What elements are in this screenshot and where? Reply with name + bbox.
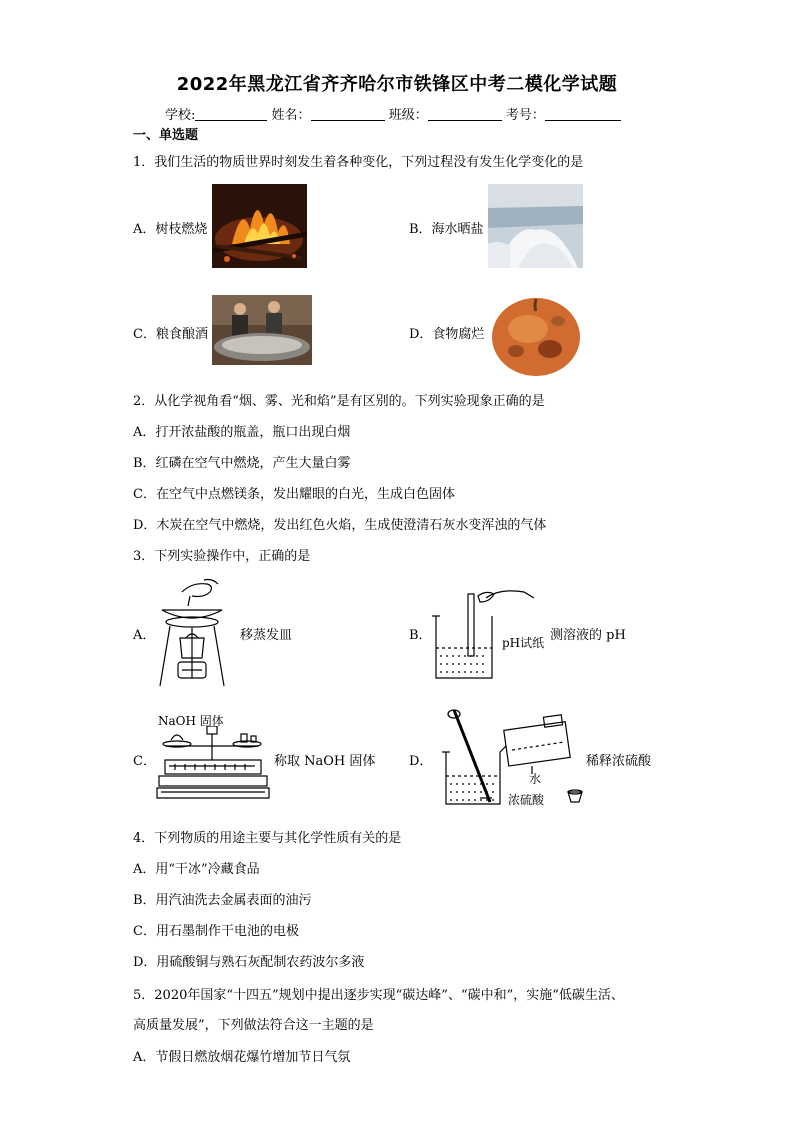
balance-scale-apparatus	[155, 726, 270, 804]
q1-option-b[interactable]: B．海水晒盐	[409, 222, 484, 237]
grain-brewing-photo	[212, 295, 312, 365]
rotten-food-photo	[488, 293, 583, 377]
class-label: 班级：	[388, 108, 428, 123]
q3-option-d-caption: 稀释浓硫酸	[586, 754, 652, 769]
q3-option-b-caption: 测溶液的 pH	[550, 628, 626, 643]
class-blank[interactable]	[428, 107, 502, 121]
name-label: 姓名：	[271, 108, 311, 123]
q3-option-d-letter[interactable]: D．	[409, 754, 433, 769]
naoh-solid-label: NaOH 固体	[158, 714, 224, 728]
page-title: 2022年黑龙江省齐齐哈尔市铁锋区中考二模化学试题	[176, 74, 618, 95]
q4-stem: 4．下列物质的用途主要与其化学性质有关的是	[133, 831, 402, 846]
q2-option-d[interactable]: D．木炭在空气中燃烧，发出红色火焰，生成使澄清石灰水变浑浊的气体	[133, 518, 547, 533]
q3-option-a-letter[interactable]: A．	[133, 628, 156, 643]
concentrated-acid-label: 浓硫酸	[508, 793, 545, 807]
sea-salt-drying-photo	[488, 184, 583, 268]
q1-option-d[interactable]: D．食物腐烂	[409, 327, 485, 342]
q2-option-b[interactable]: B．红磷在空气中燃烧，产生大量白雾	[133, 456, 351, 471]
student-info-row	[165, 104, 621, 123]
q3-stem: 3．下列实验操作中，正确的是	[133, 549, 311, 564]
section-heading: 一、单选题	[133, 128, 199, 143]
q4-option-c[interactable]: C．用石墨制作干电池的电极	[133, 924, 299, 939]
q5-stem-line1: 5．2020年国家“十四五”规划中提出逐步实现“碳达峰”、“碳中和”，实施“低碳生活、	[133, 988, 624, 1003]
water-label: 水	[529, 772, 542, 786]
school-label: 学校:	[165, 108, 196, 123]
q1-option-a[interactable]: A．树枝燃烧	[133, 222, 208, 237]
evaporating-dish-apparatus	[152, 578, 232, 690]
q4-option-d[interactable]: D．用硫酸铜与熟石灰配制农药波尔多液	[133, 955, 365, 970]
q2-option-c[interactable]: C．在空气中点燃镁条，发出耀眼的白光，生成白色固体	[133, 487, 455, 502]
q1-option-c[interactable]: C．粮食酿酒	[133, 327, 208, 342]
q3-option-a-caption: 移蒸发皿	[240, 628, 293, 643]
q3-option-c-caption: 称取 NaOH 固体	[274, 754, 376, 769]
q3-option-b-letter[interactable]: B．	[409, 628, 432, 643]
burning-branches-photo	[212, 184, 307, 268]
q2-stem: 2．从化学视角看“烟、雾、光和焰”是有区别的。下列实验现象正确的是	[133, 394, 545, 409]
q4-option-a[interactable]: A．用“干冰”冷藏食品	[133, 862, 260, 877]
q3-option-c-letter[interactable]: C．	[133, 754, 156, 769]
exam-no-label: 考号：	[505, 108, 545, 123]
q4-option-b[interactable]: B．用汽油洗去金属表面的油污	[133, 893, 312, 908]
q5-option-a[interactable]: A．节假日燃放烟花爆竹增加节日气氛	[133, 1050, 351, 1065]
q5-stem-line2: 高质量发展”，下列做法符合这一主题的是	[133, 1018, 374, 1033]
name-blank[interactable]	[311, 107, 385, 121]
ph-paper-label: pH试纸	[502, 636, 545, 650]
q2-option-a[interactable]: A．打开浓盐酸的瓶盖，瓶口出现白烟	[133, 425, 351, 440]
exam-no-blank[interactable]	[545, 107, 621, 121]
school-blank[interactable]	[195, 107, 267, 121]
ph-paper-dip-apparatus	[430, 584, 534, 682]
q1-stem: 1．我们生活的物质世界时刻发生着各种变化，下列过程没有发生化学变化的是	[133, 155, 584, 170]
